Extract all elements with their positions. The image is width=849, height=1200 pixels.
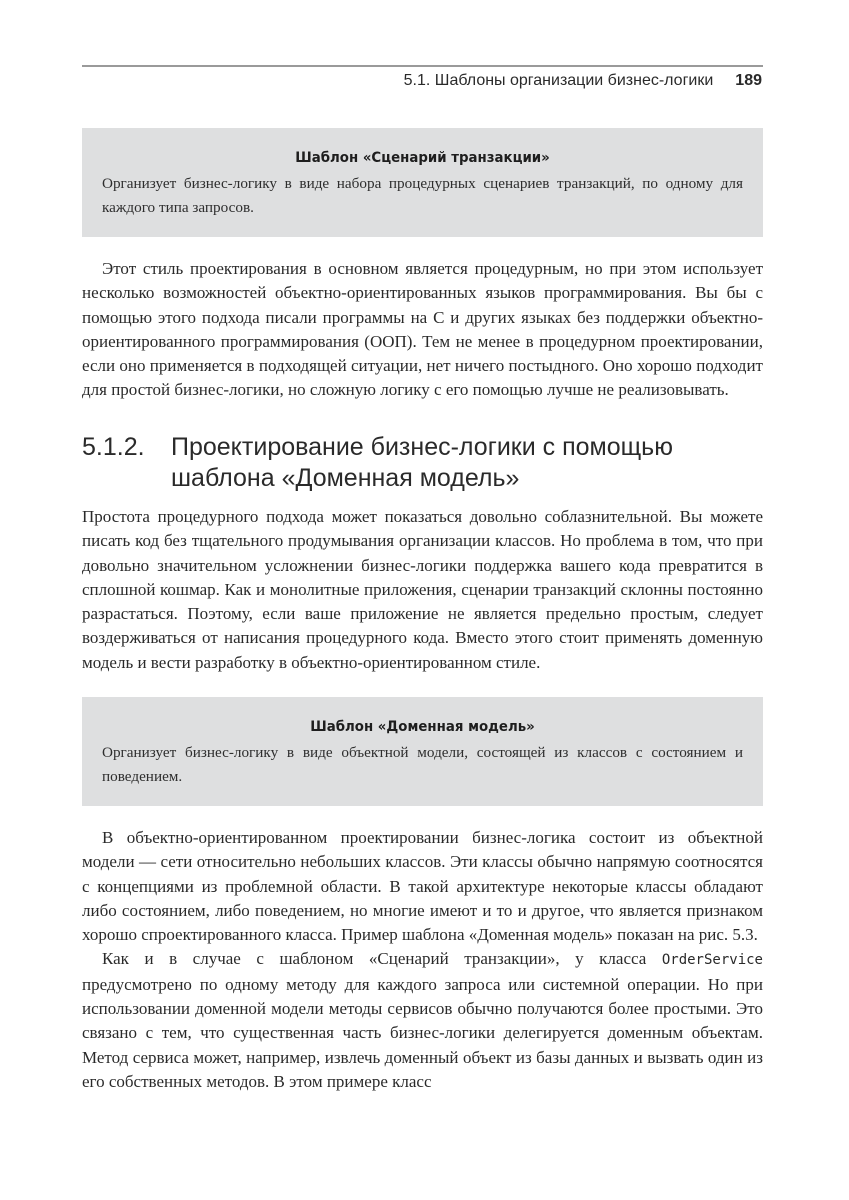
- section-heading: [82, 432, 763, 494]
- pattern-box-body: Организует бизнес-логику в виде объектной модели, состоящей из классов с состоянием и поведением.: [102, 744, 743, 785]
- running-title: 5.1. Шаблоны организации бизнес-логики: [403, 72, 714, 89]
- pattern-box-title: Шаблон «Доменная модель»: [310, 719, 535, 735]
- paragraph-text-start: Как и в случае с шаблоном «Сценарий транзакции», у класса: [102, 949, 662, 969]
- pattern-box-body: Организует бизнес-логику в виде набора процедурных сценариев транзакций, по одному для каждого типа запросов.: [102, 175, 743, 216]
- running-head: [404, 72, 762, 90]
- header-rule: [82, 65, 763, 67]
- code-class-name: OrderService: [661, 952, 763, 969]
- section-title: Проектирование бизнес-логики с помощью шаблона «Доменная модель»: [171, 433, 673, 492]
- pattern-box-transaction-script: [82, 128, 763, 237]
- pattern-box-domain-model: [82, 697, 763, 806]
- section-number: 5.1.2.: [82, 433, 145, 461]
- paragraph-procedural-style: [82, 257, 763, 403]
- paragraph-oo-design: [82, 826, 763, 1094]
- paragraph-order-service: [82, 947, 763, 1094]
- paragraph-text: Этот стиль проектирования в основном является процедурным, но при этом использует несколько возможностей объектно-ориентированных языков программирования. Вы бы с помощью этого подхода писали программы на С и других языках без поддержки объектно-ориентированного программирования (ООП). Тем не менее в процедурном проектировании, если оно применяется в подходящей ситуации, нет ничего постыдного. Оно хорошо подходит для простой бизнес-логики, но сложную логику с его помощью лучше не реализовывать.: [82, 259, 763, 400]
- paragraph-text-end: предусмотрено по одному методу для каждого запроса или системной операции. Но при использовании доменной модели методы сервисов обычно получаются более простыми. Это связано с тем, что существенная часть бизнес-логики делегируется доменным объектам. Метод сервиса может, например, извлечь доменный объект из базы данных и вызвать один из его собственных методов. В этом примере класс: [82, 974, 763, 1091]
- paragraph-text: Простота процедурного подхода может показаться довольно соблазнительной. Вы можете писать код без тщательного продумывания организации классов. Но проблема в том, что при довольно значительном усложнении бизнес-логики поддержка вашего кода превратится в сплошной кошмар. Как и монолитные приложения, сценарии транзакций склонны постоянно разрастаться. Поэтому, если ваше приложение не является предельно простым, следует воздерживаться от написания процедурного кода. Вместо этого стоит применять доменную модель и вести разработку в объектно-ориентированном стиле.: [82, 507, 763, 672]
- page-number: 189: [735, 72, 762, 89]
- paragraph-procedural-simplicity: [82, 505, 763, 675]
- paragraph-text: В объектно-ориентированном проектировании бизнес-логика состоит из объектной модели — сети относительно небольших классов. Эти классы обычно напрямую соотносятся с концепциями из проблемной области. В такой архитектуре некоторые классы обладают либо состоянием, либо поведением, но многие имеют и то и другое, что является признаком хорошо спроектированного класса. Пример шаблона «Доменная модель» показан на рис. 5.3.: [82, 828, 763, 945]
- pattern-box-title: Шаблон «Сценарий транзакции»: [295, 150, 550, 166]
